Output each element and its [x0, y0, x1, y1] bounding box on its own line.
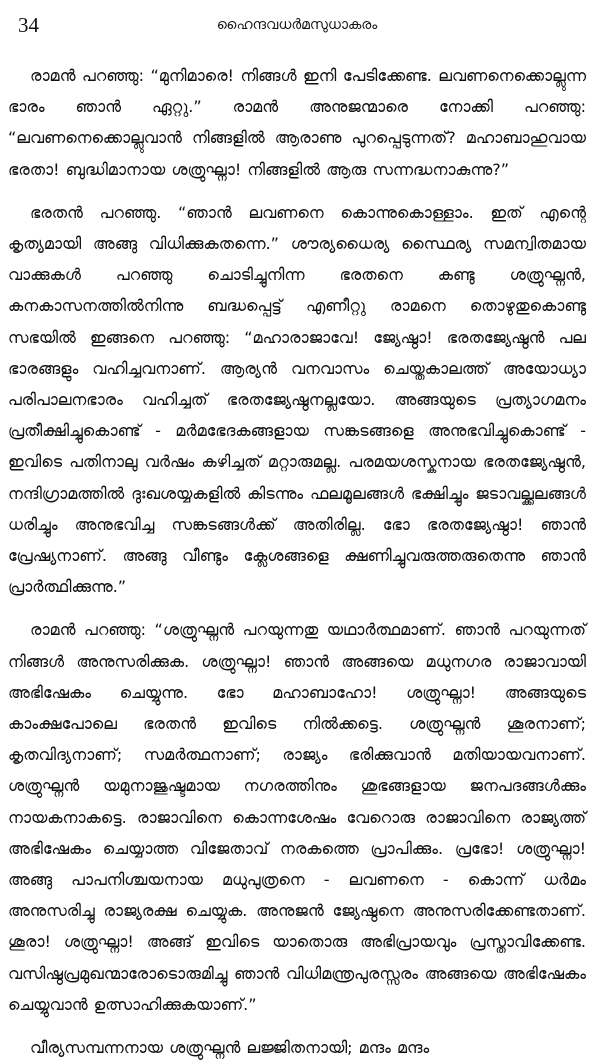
page-number: 34 [18, 13, 39, 37]
running-title: ഹൈന്ദവധർമസുധാകരം [216, 17, 378, 33]
paragraph: രാമൻ പറഞ്ഞു: “മുനിമാരെ! നിങ്ങൾ ഇനി പേടിക്കേണ്ട. ലവണനെക്കൊല്ലുന്ന ഭാരം ഞാൻ ഏറ്റു.” രാമൻ അനുജന്മാരെ നോക്കി പറഞ്ഞു: “ലവണനെക്കൊല്ലുവാൻ നിങ്ങളിൽ ആരാണു പുറപ്പെടുന്നത്? മഹാബാഹുവായ ഭരതാ! ബുദ്ധിമാനായ ശത്രുഘ്നാ! നിങ്ങളിൽ ആരു സന്നദ്ധനാകുന്നു?” [8, 66, 586, 179]
page-header [8, 0, 586, 46]
paragraph: വീര്യസമ്പന്നനായ ശത്രുഘ്നൻ ലജ്ജിതനായി; മന്ദം മന്ദം [30, 1038, 430, 1058]
paragraph: രാമൻ പറഞ്ഞു: “ശത്രുഘ്നൻ പറയുന്നതു യഥാർത്ഥമാണ്. ഞാൻ പറയുന്നത് നിങ്ങൾ അനുസരിക്കുക. ശത്രുഘ്നാ! ഞാൻ അങ്ങയെ മധുനഗര രാജാവായി അഭിഷേകം ചെയ്യുന്നു. ഭോ മഹാബാഹോ! ശത്രുഘ്നാ! അങ്ങയുടെ കാംക്ഷപോലെ ഭരതൻ ഇവിടെ നിൽക്കട്ടെ. ശത്രുഘ്നൻ ശൂരനാണ്; കൃതവിദ്യനാണ്; സമർത്ഥനാണ്; രാജ്യം ഭരിക്കുവാൻ മതിയായവനാണ്. ശത്രുഘ്നൻ യമുനാജുഷ്ടമായ നഗരത്തിനും ശുഭങ്ങളായ ജനപദങ്ങൾക്കും നായകനാകട്ടെ. രാജാവിനെ കൊന്നശേഷം വേറൊരു രാജാവിനെ രാജ്യത്ത് അഭിഷേകം ചെയ്യാത്ത വിജേതാവ് നരകത്തെ പ്രാപിക്കും. പ്രഭോ! ശത്രുഘ്നാ! അങ്ങു പാപനിശ്ചയനായ മധുപുത്രനെ - ലവണനെ - കൊന്ന് ധർമം അനുസരിച്ചു രാജ്യരക്ഷ ചെയ്യുക. അനുജൻ ജ്യേഷ്ഠനെ അനുസരിക്കേണ്ടതാണ്. ശൂരാ! ശത്രുഘ്നാ! അങ്ങ് ഇവിടെ യാതൊരു അഭിപ്രായവും പ്രസ്താവിക്കേണ്ട. വസിഷ്ഠപ്രമുഖന്മാരോടൊരുമിച്ചു ഞാൻ വിധിമന്ത്രപുരസ്സരം അങ്ങയെ അഭിഷേകം ചെയ്യുവാൻ ഉത്സാഹിക്കുകയാണ്.” [8, 620, 586, 1014]
paragraph: ഭരതൻ പറഞ്ഞു. “ഞാൻ ലവണനെ കൊന്നുകൊള്ളാം. ഇത് എന്റെ കൃത്യമായി അങ്ങു വിധിക്കുകതന്നെ.” ശൗര്യധൈര്യ സ്ഥൈര്യ സമന്വിതമായ വാക്കുകൾ പറഞ്ഞു ചൊടിച്ചുനിന്ന ഭരതനെ കണ്ടു ശത്രുഘ്നൻ, കനകാസനത്തിൽനിന്നു ബദ്ധപ്പെട്ട് എണീറ്റു രാമനെ തൊഴുതുകൊണ്ടു സഭയിൽ ഇങ്ങനെ പറഞ്ഞു: “മഹാരാജാവേ! ജ്യേഷ്ഠാ! ഭരതജ്യേഷ്ഠൻ പല ഭാരങ്ങളും വഹിച്ചവനാണ്. ആര്യൻ വനവാസം ചെയ്തകാലത്ത് അയോധ്യാ പരിപാലനഭാരം വഹിച്ചത് ഭരതജ്യേഷ്ഠനല്ലയോ. അങ്ങയുടെ പ്രത്യാഗമനം പ്രതീക്ഷിച്ചുകൊണ്ട് - മർമഭേദകങ്ങളായ സങ്കടങ്ങളെ അനുഭവിച്ചുകൊണ്ട് - ഇവിടെ പതിനാലു വർഷം കഴിച്ചത് മറ്റാരുമല്ല. പരമയശസ്കനായ ഭരതജ്യേഷ്ഠൻ, നന്ദിഗ്രാമത്തിൽ ദുഃഖശയ്യകളിൽ കിടന്നും ഫലമൂലങ്ങൾ ഭക്ഷിച്ചും ജടാവല്ക്കലങ്ങൾ ധരിച്ചും അനുഭവിച്ച സങ്കടങ്ങൾക്ക് അതിരില്ല. ഭോ ഭരതജ്യേഷ്ഠാ! ഞാൻ പ്രേഷ്യനാണ്. അങ്ങു വീണ്ടും ക്ലേശങ്ങളെ ക്ഷണിച്ചുവരുത്തരുതെന്നു ഞാൻ പ്രാർത്ഥിക്കുന്നു.” [8, 202, 586, 597]
body-text [8, 60, 586, 1063]
